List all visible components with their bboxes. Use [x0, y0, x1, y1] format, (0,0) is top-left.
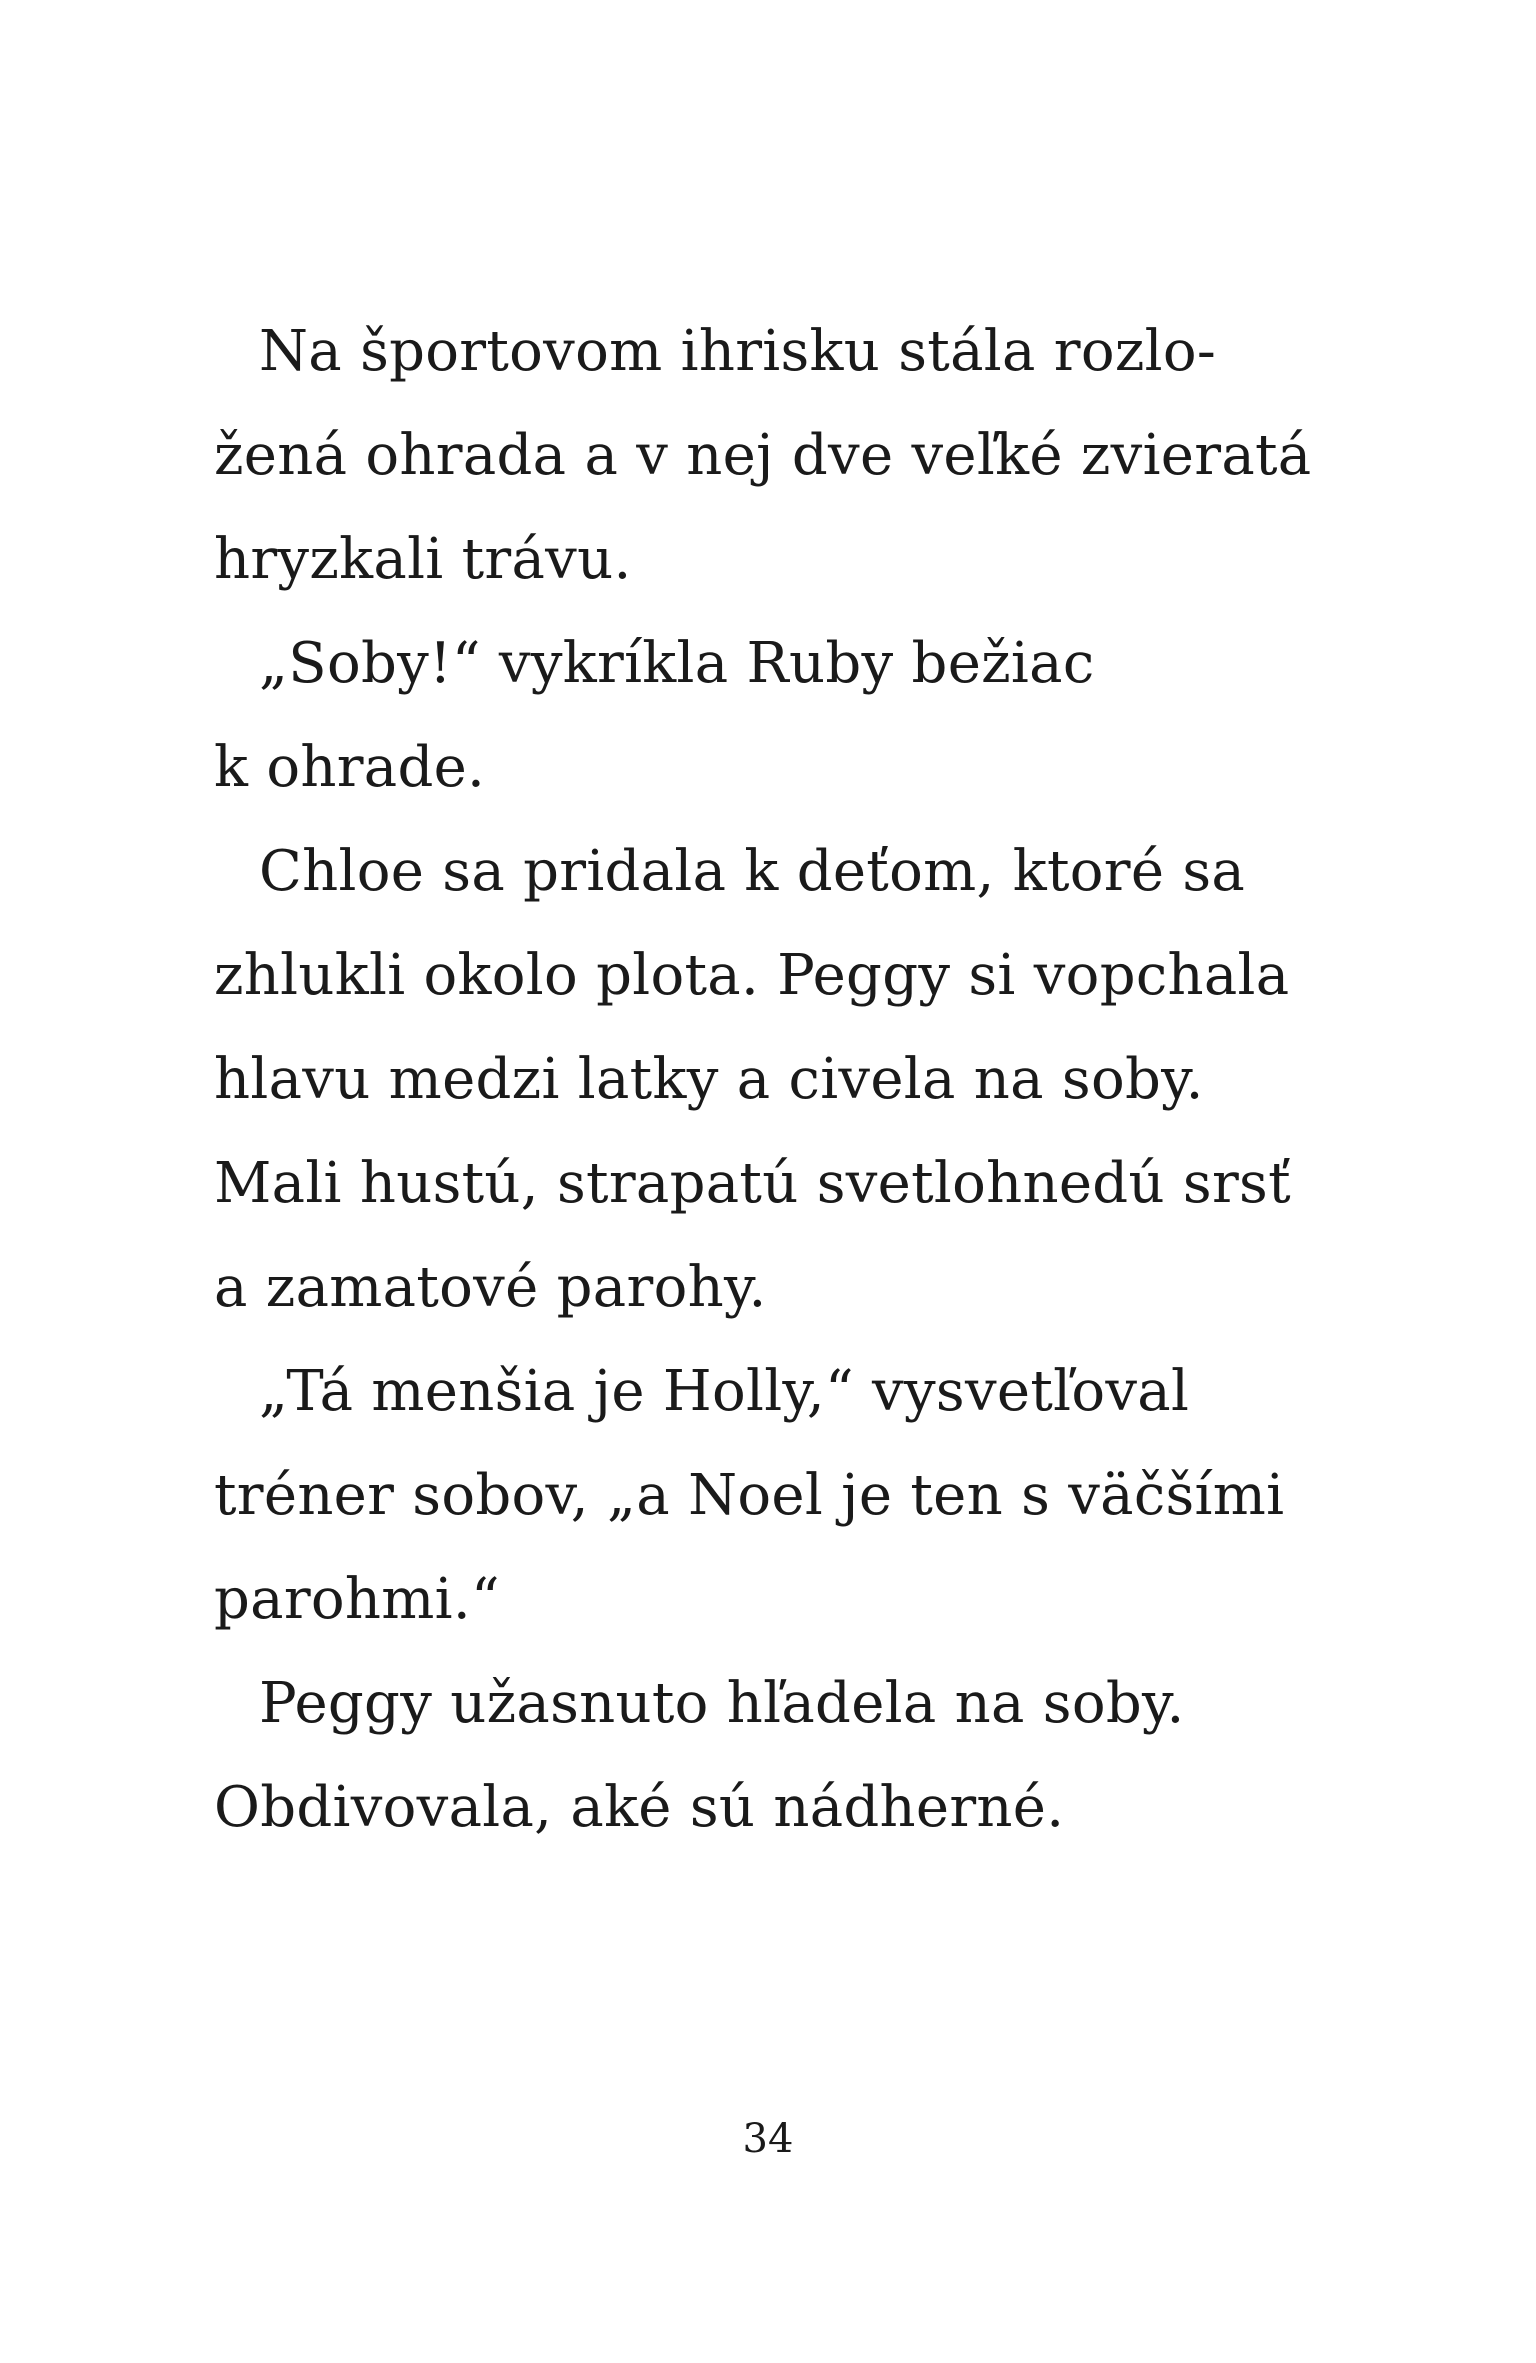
text-line: tréner sobov, „a Noel je ten s väčšími [214, 1463, 1285, 1528]
text-line: žená ohrada a v nej dve veľké zvieratá [214, 423, 1312, 488]
text-line: Peggy užasnuto hľadela na soby. [259, 1671, 1185, 1736]
text-line: „Soby!“ vykríkla Ruby bežiac [259, 631, 1095, 696]
text-line: Mali hustú, strapatú svetlohnedú srsť [214, 1151, 1291, 1216]
text-line: parohmi.“ [214, 1567, 500, 1632]
page-number: 34 [742, 2116, 794, 2162]
text-line: hlavu medzi latky a civela na soby. [214, 1047, 1204, 1112]
text-line: k ohrade. [214, 735, 486, 800]
text-line: zhlukli okolo plota. Peggy si vopchala [214, 943, 1290, 1008]
text-line: Na športovom ihrisku stála rozlo- [259, 319, 1217, 384]
text-line: Obdivovala, aké sú nádherné. [214, 1775, 1065, 1840]
text-line: hryzkali trávu. [214, 527, 632, 592]
text-line: a zamatové parohy. [214, 1255, 767, 1320]
text-line: „Tá menšia je Holly,“ vysvetľoval [259, 1359, 1190, 1424]
text-line: Chloe sa pridala k deťom, ktoré sa [259, 839, 1246, 904]
